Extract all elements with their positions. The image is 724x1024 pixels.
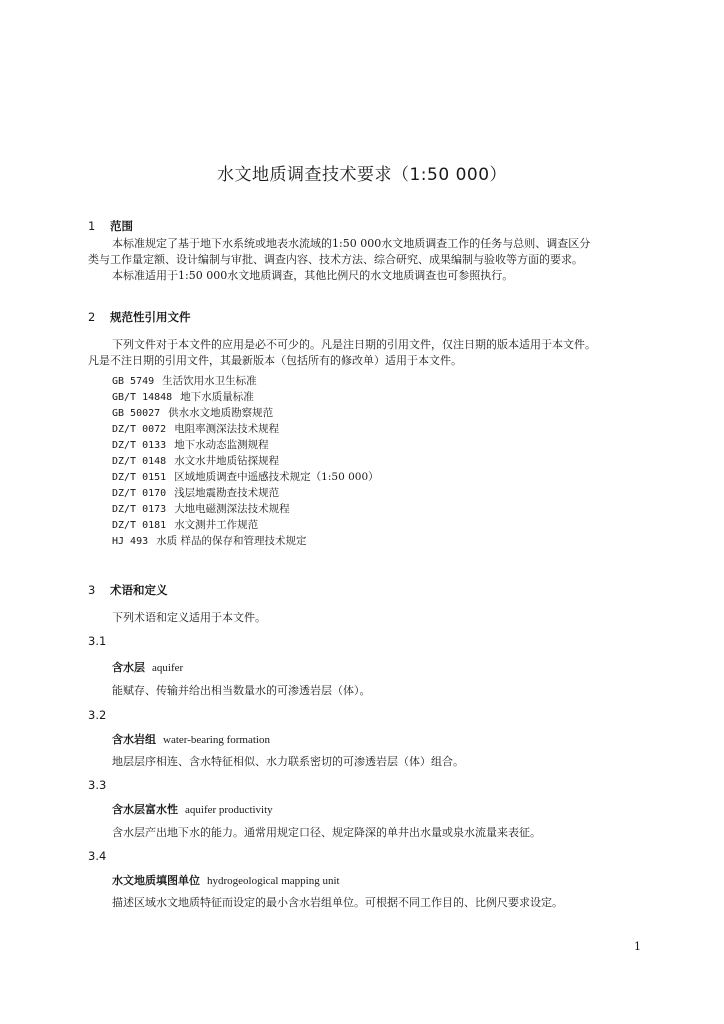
clause-number: 3.4 xyxy=(88,849,107,863)
section-number: 3 xyxy=(88,583,96,597)
term-en: water-bearing formation xyxy=(163,734,270,746)
reference-code: DZ/T 0151 xyxy=(112,472,167,483)
reference-name: 地下水动态监测规程 xyxy=(174,439,269,451)
reference-name: 供水水文地质勘察规范 xyxy=(168,407,274,419)
section-number: 1 xyxy=(88,219,96,233)
section-title: 范围 xyxy=(110,219,134,233)
reference-name: 水文水井地质钻探规程 xyxy=(174,455,280,467)
term-en: hydrogeological mapping unit xyxy=(207,875,340,887)
term-definition: 描述区域水文地质特征而设定的最小含水岩组单位。可根据不同工作目的、比例尺要求设定。 xyxy=(112,896,563,909)
reference-name: 电阻率测深法技术规程 xyxy=(174,423,280,435)
reference-item xyxy=(112,437,269,452)
clause-number: 3.1 xyxy=(88,634,107,648)
term-heading xyxy=(112,801,273,817)
term-heading xyxy=(112,872,340,888)
paragraph: 下列术语和定义适用于本文件。 xyxy=(112,611,266,624)
term-zh: 含水岩组 xyxy=(112,733,156,746)
reference-code: DZ/T 0181 xyxy=(112,520,167,531)
paragraph: 本标准适用于1:50 000水文地质调查，其他比例尺的水文地质调查也可参照执行。 xyxy=(112,269,514,282)
term-definition: 含水层产出地下水的能力。通常用规定口径、规定降深的单井出水量或泉水流量来表征。 xyxy=(112,826,541,839)
paragraph: 本标准规定了基于地下水系统或地表水流域的1:50 000水文地质调查工作的任务与总则、调查区分 xyxy=(112,237,591,250)
reference-code: GB 5749 xyxy=(112,376,155,387)
clause-number: 3.2 xyxy=(88,708,107,722)
term-zh: 含水层富水性 xyxy=(112,803,178,816)
page-number: 1 xyxy=(634,940,641,953)
reference-item xyxy=(112,485,279,500)
reference-name: 生活饮用水卫生标准 xyxy=(162,375,257,387)
section-title: 规范性引用文件 xyxy=(110,310,191,324)
reference-code: DZ/T 0173 xyxy=(112,504,167,515)
term-en: aquifer productivity xyxy=(185,804,273,816)
term-zh: 水文地质填图单位 xyxy=(112,874,200,887)
reference-item xyxy=(112,469,379,484)
section-3-heading xyxy=(88,582,168,598)
reference-code: DZ/T 0072 xyxy=(112,424,167,435)
section-title: 术语和定义 xyxy=(110,583,168,597)
term-heading xyxy=(112,659,183,675)
paragraph: 下列文件对于本文件的应用是必不可少的。凡是注日期的引用文件，仅注日期的版本适用于本文件。 xyxy=(112,338,596,351)
reference-code: DZ/T 0148 xyxy=(112,456,167,467)
reference-name: 区域地质调查中遥感技术规定（1:50 000） xyxy=(174,471,379,483)
reference-code: HJ 493 xyxy=(112,536,149,547)
term-en: aquifer xyxy=(152,662,184,674)
section-2-heading xyxy=(88,309,191,325)
reference-code: DZ/T 0170 xyxy=(112,488,167,499)
term-definition: 地层层序相连、含水特征相似、水力联系密切的可渗透岩层（体）组合。 xyxy=(112,755,464,768)
term-zh: 含水层 xyxy=(112,661,145,674)
reference-code: DZ/T 0133 xyxy=(112,440,167,451)
reference-code: GB 50027 xyxy=(112,408,161,419)
reference-item xyxy=(112,501,290,516)
reference-item xyxy=(112,517,258,532)
paragraph: 类与工作量定额、设计编制与审批、调查内容、技术方法、综合研究、成果编制与验收等方面的要求。 xyxy=(88,253,583,266)
paragraph: 凡是不注日期的引用文件，其最新版本（包括所有的修改单）适用于本文件。 xyxy=(88,354,462,367)
document-title: 水文地质调查技术要求（1:50 000） xyxy=(216,165,508,185)
reference-item xyxy=(112,453,279,468)
reference-name: 地下水质量标准 xyxy=(180,391,254,403)
reference-item xyxy=(112,389,254,404)
reference-item xyxy=(112,373,257,388)
reference-name: 大地电磁测深法技术规程 xyxy=(174,503,290,515)
reference-item xyxy=(112,421,279,436)
term-definition: 能赋存、传输并给出相当数量水的可渗透岩层（体）。 xyxy=(112,684,371,697)
reference-name: 水文测井工作规范 xyxy=(174,519,259,531)
section-1-heading xyxy=(88,218,133,234)
term-heading xyxy=(112,731,270,747)
section-number: 2 xyxy=(88,310,96,324)
clause-number: 3.3 xyxy=(88,778,107,792)
reference-name: 水质 样品的保存和管理技术规定 xyxy=(156,535,307,547)
reference-code: GB/T 14848 xyxy=(112,392,173,403)
reference-name: 浅层地震勘查技术规范 xyxy=(174,487,280,499)
reference-item xyxy=(112,533,306,548)
reference-item xyxy=(112,405,273,420)
